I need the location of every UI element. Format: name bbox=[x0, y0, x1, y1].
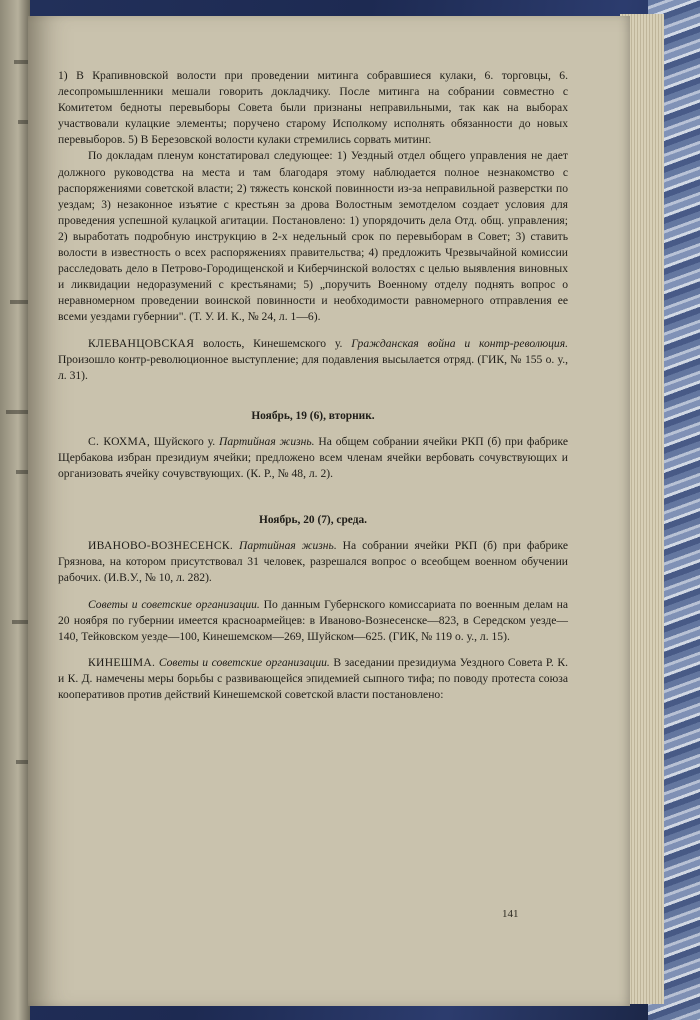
entry-topic: Советы и советские организации. bbox=[88, 597, 260, 611]
date-heading-nov-19: Ноябрь, 19 (6), вторник. bbox=[251, 409, 375, 422]
entry-heading: ИВАНОВО-ВОЗНЕСЕНСК. bbox=[88, 539, 234, 553]
entry-topic: Партийная жизнь. bbox=[219, 434, 315, 448]
paragraph-ivanovo: ИВАНОВО-ВОЗНЕСЕНСК. Партийная жизнь. На собрании ячейки РКП (б) при фабрике Грязнова, на котором присутствовал 31 человек, разрешался вопрос о всеобщем военном обучении рабочих. (И.В.У., № 10, л. 282). bbox=[58, 539, 568, 585]
left-page-fragment bbox=[0, 0, 30, 1020]
entry-heading: С. КОХМА, bbox=[88, 434, 151, 448]
paragraph-plenum: По докладам пленум констатировал следующее: 1) Уездный отдел общего управления не дает должного руководства на места и там благодаря этому наблюдается полное незнакомство с распоряжениями советской власти; 2) тяжесть конской повинности из-за неправильной разверстки по уездам; 3) незаконное изъятие с крестьян за дрова Волостным земотделом создает условия для проведения успешной кулацкой агитации. Постановлено: 1) упорядочить дела Отд. общ. управления; 2) выработать подробную инструкцию в 2-х недельный срок по перевыборам в Совет; 3) ставить волости в известность о всех распоряжениях правительства; 4) предложить Чрезвычайной комиссии расследовать дело в Петрово-Городищенской и Киберчинской волостях с целью выявления виновных и ликвидации недоразумений с крестьянами; 5) „поручить Военному отделу поднять вопрос о неравномерном проведении воинской повинности и необходимости равномерного отправления ее всеми уездами губернии". (Т. У. И. К., № 24, л. 1—6). bbox=[58, 149, 568, 324]
entry-topic: Советы и советские организации. bbox=[158, 655, 330, 669]
page-text bbox=[58, 68, 568, 703]
entry-heading: КЛЕВАНЦОВСКАЯ bbox=[88, 336, 195, 350]
page-number: 141 bbox=[502, 908, 519, 920]
entry-topic: Партийная жизнь. bbox=[239, 539, 337, 553]
paragraph-klevantsovskaya: КЛЕВАНЦОВСКАЯ волость, Кинешемского у. Гражданская война и контр-революция. Произошло контр-революционное выступление; для подавления высылается отряд. (ГИК, № 155 о. у., л. 31). bbox=[58, 336, 569, 382]
entry-heading: КИНЕШМА. bbox=[88, 655, 156, 669]
paragraph-krapivnovskaya: 1) В Крапивновской волости при проведении митинга собравшиеся кулаки, 6. торговцы, 6. лесопромышленники мешали говорить докладчику. После митинга на собрании совместно с Комитетом бедноты перевыборы Совета были признаны неправильными, так как на выборах участвовали кулацкие элементы; поручено старому Исполкому исполнять обязанности до новых перевыборов. 5) В Березовской волости кулаки стремились сорвать митинг. bbox=[58, 69, 568, 147]
entry-topic: Гражданская война и контр-революция. bbox=[351, 336, 569, 350]
paragraph-kineshma: КИНЕШМА. Советы и советские организации. В заседании президиума Уездного Совета Р. К. и К. Д. намечены меры борьбы с развивающейся эпидемией сыпного тифа; по поводу протеста союза кооперативов против действий Кинешемской советской власти постановлено: bbox=[58, 655, 568, 701]
book-page bbox=[28, 16, 630, 1006]
paragraph-soviets: Советы и советские организации. По данным Губернского комиссариата по военным делам на 20 ноября по губернии имеется красноармейцев: в Иваново-Вознесенске—823, в Середском уезде—140, Тейковском уезде—100, Кинешемском—269, Шуйском—625. (ГИК, № 119 о. у., л. 15). bbox=[58, 597, 568, 643]
date-heading-nov-20: Ноябрь, 20 (7), среда. bbox=[258, 514, 368, 527]
paragraph-kokhma: С. КОХМА, Шуйского у. Партийная жизнь. На общем собрании ячейки РКП (б) при фабрике Щербакова избран президиум ячейки; предложено всем членам ячейки вербовать сочувствующих и организовать ячейку сочувствующих. (К. Р., № 48, л. 2). bbox=[58, 434, 568, 481]
